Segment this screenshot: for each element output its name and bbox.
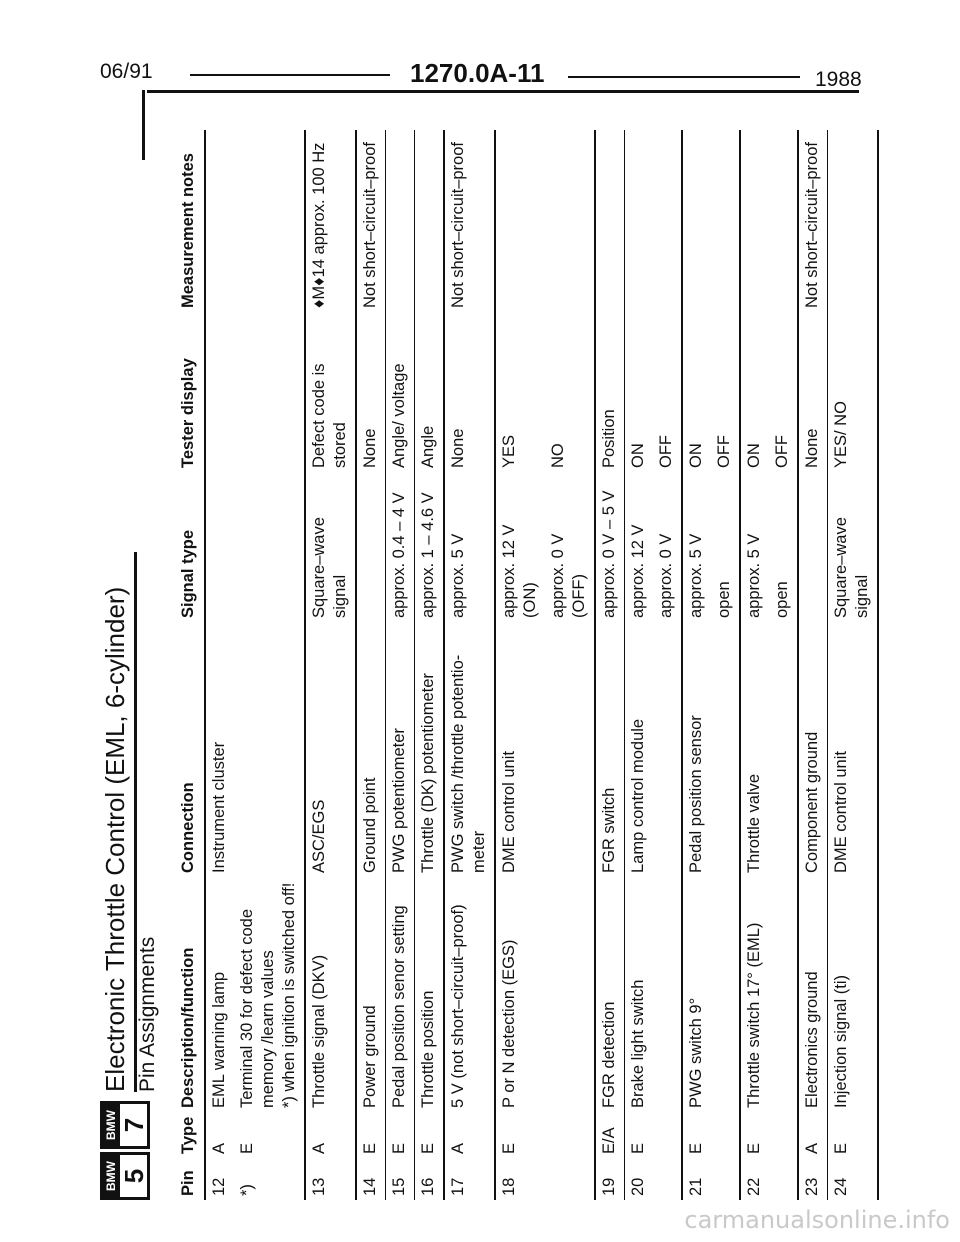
- cell-pin: 21: [687, 1177, 705, 1196]
- cell-tester: ON: [687, 443, 705, 468]
- table-row: [653, 130, 682, 1200]
- cell-tester: Position: [600, 409, 618, 468]
- cell-description: Injection signal (ti): [832, 975, 850, 1108]
- cell-description: Brake light switch: [629, 979, 647, 1108]
- cell-connection: DME control unit: [500, 751, 518, 873]
- table-row: [356, 130, 386, 1200]
- cell-tester: ON: [629, 443, 647, 468]
- cell-pin: 20: [629, 1177, 647, 1196]
- cell-tester: YES/ NO: [832, 401, 850, 468]
- cell-pin: 23: [803, 1177, 821, 1196]
- model-badge-5: [100, 1152, 150, 1200]
- cell-description: [653, 877, 682, 1112]
- cell-type: E: [390, 1142, 408, 1154]
- table-row: [386, 130, 415, 1200]
- cell-pin: 12: [210, 1177, 228, 1196]
- rotated-content: [100, 120, 871, 1200]
- table-row: [444, 130, 495, 1200]
- cell-notes: [495, 130, 545, 312]
- table-row: [798, 130, 828, 1200]
- cell-connection: [711, 622, 740, 877]
- cell-notes: [740, 130, 769, 312]
- model-badge-7: [100, 1101, 150, 1149]
- cell-type: A: [803, 1142, 821, 1154]
- cell-signal: open: [715, 581, 733, 618]
- cell-pin: 22: [745, 1177, 763, 1196]
- col-header-connection: Connection: [179, 782, 197, 873]
- cell-notes: [386, 130, 415, 312]
- cell-connection: Lamp control module: [629, 718, 647, 873]
- cell-tester: [234, 312, 305, 472]
- cell-description: EML warning lamp: [210, 971, 228, 1108]
- cell-notes: [769, 130, 798, 312]
- cell-notes: [682, 130, 711, 312]
- cell-tester: NO: [549, 443, 567, 468]
- cell-type: E: [500, 1142, 518, 1154]
- cell-notes: Not short–circuit–proof: [803, 142, 821, 308]
- cell-pin: [545, 1158, 595, 1200]
- cell-notes: [415, 130, 445, 312]
- badge-series: 5: [119, 1168, 149, 1184]
- model-badges: [100, 1098, 152, 1200]
- cell-type: E: [687, 1142, 705, 1154]
- cell-connection: Pedal position sensor: [687, 715, 705, 873]
- cell-pin: 13: [310, 1177, 328, 1196]
- col-header-signal-type: Signal type: [179, 529, 197, 618]
- cell-pin: 14: [361, 1177, 379, 1196]
- cell-description: 5 V (not short–circuit–proof): [449, 904, 467, 1108]
- table-row: [545, 130, 595, 1200]
- cell-description: Throttle signal (DKV): [310, 954, 328, 1108]
- cell-description: PWG switch 9°: [687, 997, 705, 1108]
- col-header-description: Description/function: [179, 947, 197, 1108]
- cell-signal: approx. 5 V: [449, 533, 467, 618]
- cell-signal: approx. 0.4 – 4 V: [390, 492, 408, 618]
- badge-series: 7: [119, 1117, 149, 1133]
- cell-pin: [769, 1158, 798, 1200]
- cell-type: E: [832, 1142, 850, 1154]
- cell-connection: [234, 622, 305, 877]
- cell-connection: DME control unit: [832, 751, 850, 873]
- cell-signal: approx. 0 V – 5 V: [600, 490, 618, 618]
- document-title: Electronic Throttle Control (EML, 6-cylinder): [100, 586, 130, 1092]
- table-row: [415, 130, 445, 1200]
- header-rule: [190, 74, 390, 76]
- cell-connection: [545, 622, 595, 877]
- cell-signal: approx. 0 V (OFF): [549, 533, 588, 618]
- cell-description: Throttle position: [419, 990, 437, 1108]
- cell-signal: open: [773, 581, 791, 618]
- badge-brand: BMW: [103, 1155, 120, 1197]
- cell-signal: approx. 12 V (ON): [500, 524, 539, 618]
- cell-tester: ON: [745, 443, 763, 468]
- cell-type: E: [419, 1142, 437, 1154]
- col-header-measurement-notes: Measurement notes: [179, 153, 197, 308]
- table-row: [740, 130, 769, 1200]
- cell-notes: [234, 130, 305, 312]
- table-row: [682, 130, 711, 1200]
- cell-description: Terminal 30 for defect code memory /learn values *) when ignition is switched off!: [238, 882, 298, 1108]
- cell-description: P or N detection (EGS): [500, 939, 518, 1108]
- cell-signal: approx. 0 V: [657, 533, 675, 618]
- cell-notes: [653, 130, 682, 312]
- cell-notes: [545, 130, 595, 312]
- table-row: [205, 130, 234, 1200]
- cell-connection: Instrument cluster: [210, 741, 228, 873]
- cell-connection: PWG switch /throttle potentio- meter: [449, 654, 488, 873]
- cell-signal: approx. 1 – 4.6 V: [419, 492, 437, 618]
- cell-connection: FGR switch: [600, 787, 618, 873]
- cell-type: [711, 1112, 740, 1158]
- cell-tester: OFF: [715, 435, 733, 468]
- cell-tester: None: [361, 428, 379, 468]
- cell-tester: [205, 312, 234, 472]
- cell-connection: [653, 622, 682, 877]
- cell-type: E: [745, 1142, 763, 1154]
- cell-tester: None: [449, 428, 467, 468]
- cell-signal: Square–wave signal: [310, 517, 349, 618]
- cell-connection: Throttle valve: [745, 773, 763, 873]
- cell-description: [769, 877, 798, 1112]
- cell-connection: Component ground: [803, 731, 821, 873]
- page-header: [0, 46, 960, 106]
- col-header-pin: Pin: [179, 1170, 197, 1196]
- cell-type: [653, 1112, 682, 1158]
- header-rule: [568, 76, 800, 78]
- cell-pin: 16: [419, 1177, 437, 1196]
- table-header-row: [175, 130, 205, 1200]
- table-row: [625, 130, 654, 1200]
- cell-notes: ♦M♦14 approx. 100 Hz: [310, 142, 328, 308]
- cell-signal: approx. 5 V: [745, 533, 763, 618]
- cell-description: Pedal position senor setting: [390, 905, 408, 1108]
- cell-signal: approx. 12 V: [629, 524, 647, 618]
- table-row: [595, 130, 625, 1200]
- cell-description: Power ground: [361, 1005, 379, 1108]
- table-row: [495, 130, 545, 1200]
- cell-pin: [711, 1158, 740, 1200]
- table-row: [234, 130, 305, 1200]
- cell-tester: None: [803, 428, 821, 468]
- cell-tester: Defect code is stored: [310, 363, 349, 468]
- table-row: [769, 130, 798, 1200]
- page-code: 1270.0A-11: [410, 58, 545, 88]
- cell-signal: approx. 5 V: [687, 533, 705, 618]
- cell-pin: *): [238, 1184, 256, 1196]
- cell-notes: [828, 130, 879, 312]
- table-row: [828, 130, 879, 1200]
- pin-assignment-table: [175, 130, 879, 1200]
- cell-description: [711, 877, 740, 1112]
- cell-pin: 15: [390, 1177, 408, 1196]
- cell-connection: Ground point: [361, 777, 379, 873]
- cell-description: [545, 877, 595, 1112]
- cell-signal: [234, 472, 305, 622]
- cell-signal: [205, 472, 234, 622]
- header-underline: [147, 90, 859, 93]
- cell-connection: Throttle (DK) potentiometer: [419, 673, 437, 873]
- cell-type: E/A: [600, 1127, 618, 1154]
- cell-notes: [205, 130, 234, 312]
- cell-type: [769, 1112, 798, 1158]
- cell-type: A: [310, 1142, 328, 1154]
- page-date: 06/91: [100, 60, 153, 83]
- cell-pin: 18: [500, 1177, 518, 1196]
- cell-notes: [711, 130, 740, 312]
- cell-pin: 17: [449, 1177, 467, 1196]
- cell-connection: [769, 622, 798, 877]
- table-row: [711, 130, 740, 1200]
- cell-tester: YES: [500, 434, 518, 468]
- cell-notes: Not short–circuit–proof: [449, 142, 467, 308]
- cell-description: Throttle switch 17° (EML): [745, 922, 763, 1108]
- cell-signal: [356, 472, 386, 622]
- cell-pin: [653, 1158, 682, 1200]
- cell-notes: Not short–circuit–proof: [361, 142, 379, 308]
- cell-type: E: [361, 1142, 379, 1154]
- cell-pin: 24: [832, 1177, 850, 1196]
- cell-tester: OFF: [773, 435, 791, 468]
- cell-type: [545, 1112, 595, 1158]
- cell-type: E: [238, 1142, 256, 1154]
- cell-description: Electronics ground: [803, 971, 821, 1108]
- page-year: 1988: [815, 68, 862, 91]
- cell-notes: [625, 130, 654, 312]
- table-row: [305, 130, 356, 1200]
- cell-type: A: [210, 1142, 228, 1154]
- cell-tester: OFF: [657, 435, 675, 468]
- cell-connection: ASC/EGS: [310, 799, 328, 873]
- site-watermark: carmanualsonline.info: [684, 1206, 950, 1234]
- cell-pin: 19: [600, 1177, 618, 1196]
- cell-type: A: [449, 1142, 467, 1154]
- col-header-type: Type: [179, 1116, 197, 1154]
- col-header-tester-display: Tester display: [179, 358, 197, 468]
- cell-signal: [798, 472, 828, 622]
- cell-tester: Angle: [419, 425, 437, 468]
- badge-brand: BMW: [103, 1104, 120, 1146]
- cell-notes: [595, 130, 625, 312]
- cell-tester: Angle/ voltage: [390, 363, 408, 468]
- cell-description: FGR detection: [600, 1001, 618, 1108]
- cell-connection: PWG potentiometer: [390, 728, 408, 873]
- cell-signal: Square–wave signal: [832, 517, 871, 618]
- cell-type: E: [629, 1142, 647, 1154]
- document-subtitle: Pin Assignments: [136, 936, 159, 1092]
